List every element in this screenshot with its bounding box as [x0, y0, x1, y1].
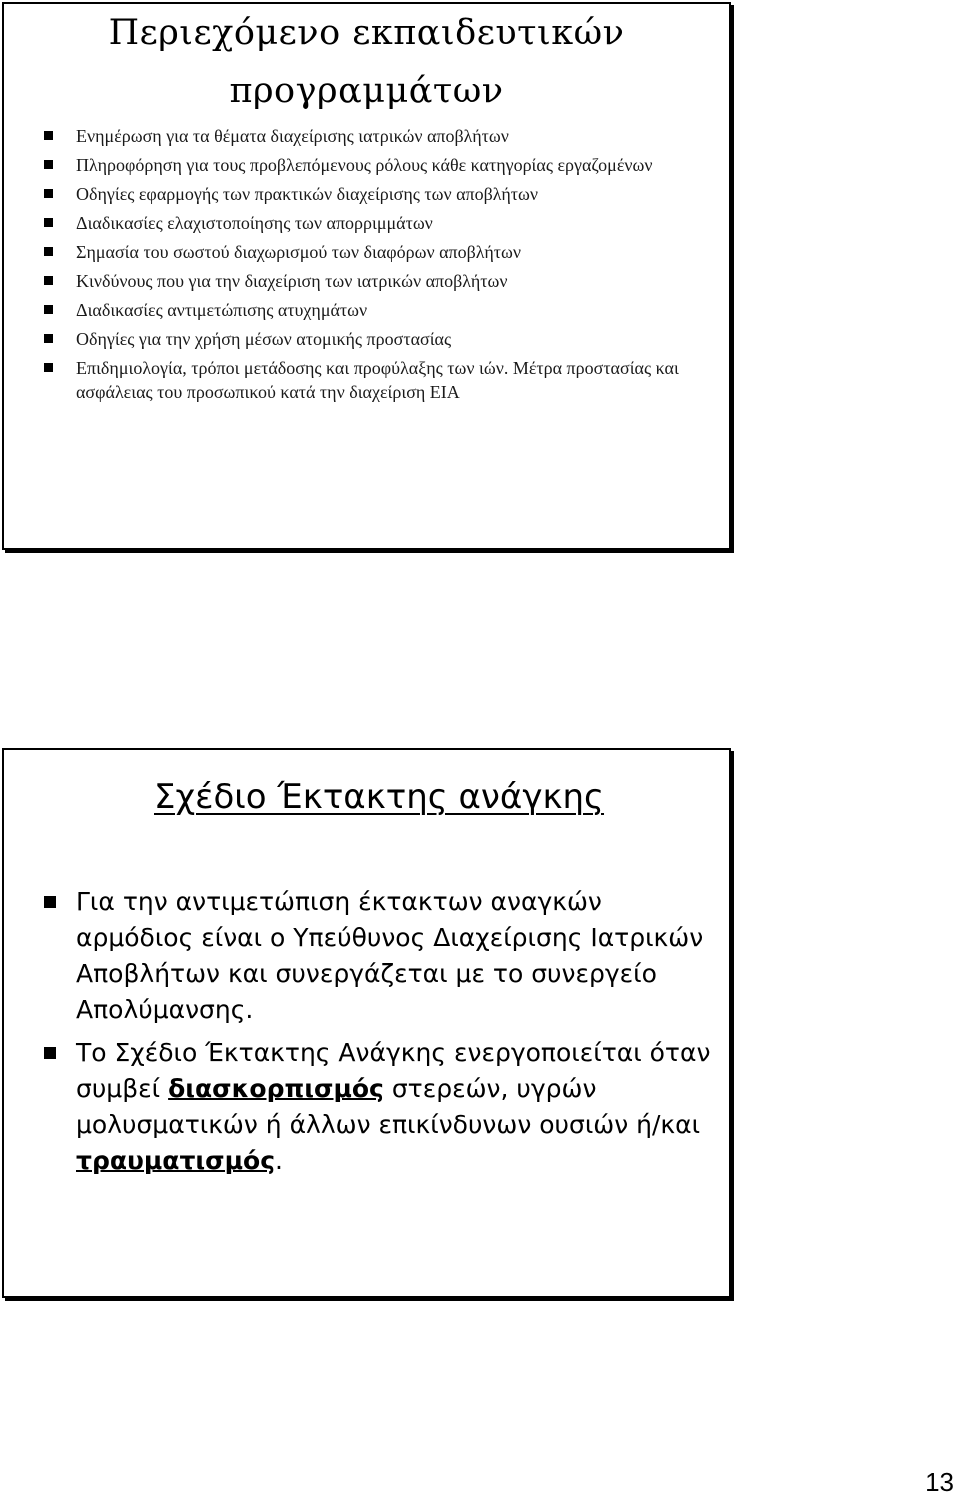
- page-number: 13: [925, 1467, 954, 1497]
- square-bullet-icon: [44, 247, 53, 256]
- slide-2: [2, 748, 731, 1298]
- square-bullet-icon: [44, 276, 53, 285]
- emphasis-injury: τραυματισμός: [76, 1146, 276, 1175]
- slide-1: [2, 2, 731, 550]
- square-bullet-icon: [44, 218, 53, 227]
- square-bullet-icon: [44, 334, 53, 343]
- list-item-text: Επιδημιολογία, τρόποι μετάδοσης και προφύλαξης των ιών. Μέτρα προστασίας και ασφάλειας του προσωπικού κατά την διαχείριση ΕΙΑ: [76, 358, 679, 402]
- list-item-text: Κινδύνους που για την διαχείριση των ιατρικών αποβλήτων: [76, 271, 508, 291]
- list-item: [24, 327, 715, 351]
- list-item: [24, 240, 715, 264]
- square-bullet-icon: [44, 189, 53, 198]
- emphasis-dispersion: διασκορπισμός: [168, 1074, 384, 1103]
- list-item-text: Σημασία του σωστού διαχωρισμού των διαφόρων αποβλήτων: [76, 242, 521, 262]
- list-item-text: Οδηγίες εφαρμογής των πρακτικών διαχείρισης των αποβλήτων: [76, 184, 538, 204]
- list-item: [24, 269, 715, 293]
- list-item: [24, 298, 715, 322]
- square-bullet-icon: [44, 160, 53, 169]
- slide-2-bullet-list: [24, 884, 715, 1186]
- list-item: [24, 884, 715, 1028]
- square-bullet-icon: [44, 1047, 56, 1059]
- list-item-text: Οδηγίες για την χρήση μέσων ατομικής προστασίας: [76, 329, 452, 349]
- square-bullet-icon: [44, 896, 56, 908]
- list-item: [24, 211, 715, 235]
- list-item-text-before: Το Σχέδιο Έκτακτης Ανάγκης ενεργοποιείται όταν συμβεί: [76, 1038, 711, 1103]
- list-item-text: Για την αντιμετώπιση έκτακτων αναγκών αρμόδιος είναι ο Υπεύθυνος Διαχείρισης Ιατρικών Αποβλήτων και συνεργάζεται με το συνεργείο Απολύμανσης.: [76, 887, 704, 1024]
- list-item: [24, 1035, 715, 1179]
- slide-2-title: Σχέδιο Έκτακτης ανάγκης: [154, 777, 605, 817]
- slide-1-title: Περιεχόμενο εκπαιδευτικών προγραμμάτων: [108, 13, 625, 111]
- square-bullet-icon: [44, 363, 53, 372]
- square-bullet-icon: [44, 131, 53, 140]
- list-item: [24, 356, 715, 404]
- slide-1-bullet-list: [24, 124, 715, 409]
- square-bullet-icon: [44, 305, 53, 314]
- list-item-text: Ενημέρωση για τα θέματα διαχείρισης ιατρικών αποβλήτων: [76, 126, 509, 146]
- list-item: [24, 153, 715, 177]
- list-item-text-middle: στερεών, υγρών μολυσματικών ή άλλων επικίνδυνων ουσιών ή/και: [76, 1074, 701, 1139]
- list-item-text: Διαδικασίες ελαχιστοποίησης των απορριμμάτων: [76, 213, 433, 233]
- list-item: [24, 182, 715, 206]
- list-item: [24, 124, 715, 148]
- list-item-text-after: .: [275, 1146, 283, 1175]
- list-item-text: Διαδικασίες αντιμετώπισης ατυχημάτων: [76, 300, 368, 320]
- list-item-text: Πληροφόρηση για τους προβλεπόμενους ρόλους κάθε κατηγορίας εργαζομένων: [76, 155, 653, 175]
